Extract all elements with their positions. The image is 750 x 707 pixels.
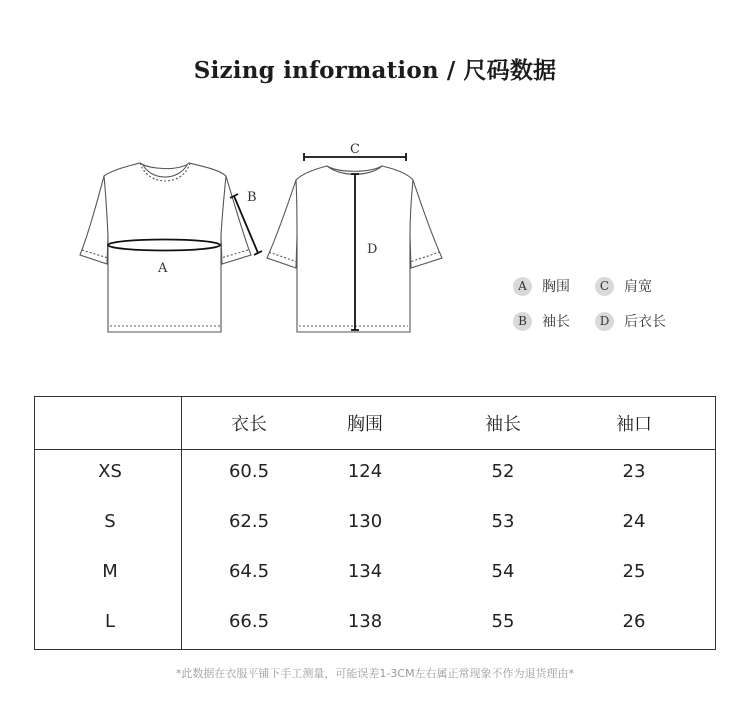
- measurement-disclaimer: *此数据在衣服平铺下手工测量，可能误差1-3CM左右属正常现象不作为退货理由*: [175, 667, 575, 680]
- legend-badge-c: C: [595, 277, 614, 296]
- legend-label-sleeve: 袖长: [542, 314, 570, 330]
- label-c: C: [350, 142, 360, 157]
- row-m-cuff: 25: [622, 561, 646, 582]
- legend-badge-b: B: [513, 312, 532, 331]
- legend-item-chest: [513, 276, 570, 296]
- row-l-size: L: [104, 611, 116, 632]
- legend-label-back-length: 后衣长: [624, 314, 666, 330]
- row-xs-sleeve: 52: [491, 461, 515, 482]
- row-s-cuff: 24: [622, 511, 646, 532]
- row-l-sleeve: 55: [491, 611, 515, 632]
- legend-item-sleeve: [513, 311, 570, 331]
- row-s-size: S: [104, 511, 116, 532]
- legend-item-shoulder: [595, 276, 652, 296]
- row-xs-cuff: 23: [622, 461, 646, 482]
- row-m-chest: 134: [347, 561, 383, 582]
- title-separator: /: [446, 57, 456, 84]
- chest-measure-line: [108, 240, 220, 251]
- header-divider: [35, 449, 715, 450]
- title-zh: 尺码数据: [463, 57, 557, 84]
- size-table: [34, 396, 716, 650]
- row-xs-size: XS: [98, 461, 122, 482]
- row-l-length: 66.5: [228, 611, 270, 632]
- row-m-length: 64.5: [228, 561, 270, 582]
- legend-item-back-length: [595, 311, 666, 331]
- label-b: B: [247, 190, 257, 205]
- label-a: A: [158, 261, 168, 276]
- row-m-sleeve: 54: [491, 561, 515, 582]
- row-l-chest: 138: [347, 611, 383, 632]
- row-xs-chest: 124: [347, 461, 383, 482]
- header-chest: 胸围: [347, 414, 383, 435]
- measurement-legend: [513, 276, 713, 336]
- size-column-divider: [181, 397, 182, 649]
- legend-label-chest: 胸围: [542, 279, 570, 295]
- row-s-length: 62.5: [228, 511, 270, 532]
- row-l-cuff: 26: [622, 611, 646, 632]
- legend-badge-d: D: [595, 312, 614, 331]
- legend-badge-a: A: [513, 277, 532, 296]
- header-length: 衣长: [231, 414, 267, 435]
- front-tshirt-outline: [80, 163, 251, 332]
- header-sleeve: 袖长: [485, 414, 521, 435]
- row-m-size: M: [102, 561, 118, 582]
- title-en: Sizing information: [193, 57, 439, 84]
- row-s-sleeve: 53: [491, 511, 515, 532]
- row-s-chest: 130: [347, 511, 383, 532]
- label-d: D: [367, 242, 378, 257]
- header-cuff: 袖口: [616, 414, 652, 435]
- sleeve-measure-line: [230, 194, 262, 255]
- length-measure-line: [351, 174, 359, 330]
- row-xs-length: 60.5: [228, 461, 270, 482]
- legend-label-shoulder: 肩宽: [624, 279, 652, 295]
